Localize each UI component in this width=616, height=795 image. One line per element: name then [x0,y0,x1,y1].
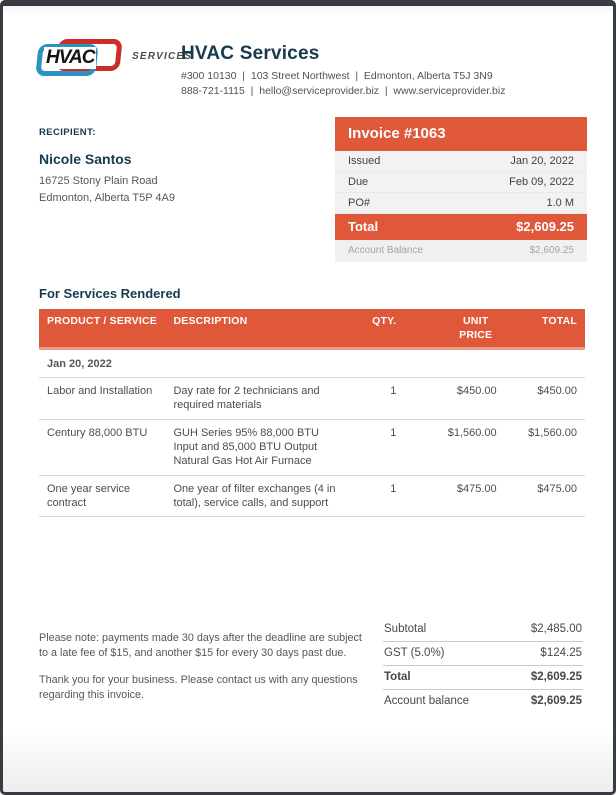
item-total: $475.00 [505,475,585,517]
service-date-group-row [39,348,585,377]
company-info [181,33,505,99]
col-total: TOTAL [505,309,585,348]
due-value: Feb 09, 2022 [509,176,574,189]
company-address-line: #300 10130 | 103 Street Northwest | Edmonton, Alberta T5J 3N9 [181,70,493,82]
hvac-logo-mark-icon [36,38,126,78]
services-table [39,309,585,517]
col-unit-price: UNIT PRICE [404,309,504,348]
recipient-name: Nicole Santos [39,151,132,168]
item-unit-price: $450.00 [404,378,504,420]
item-product: Labor and Installation [39,378,165,420]
account-balance-label: Account Balance [348,245,424,257]
subtotal-value: $2,485.00 [530,623,582,635]
logo-text: HVAC [46,47,95,68]
invoice-notes [39,618,373,715]
col-qty: QTY. [352,309,404,348]
service-group-date: Jan 20, 2022 [39,348,585,377]
table-row [39,378,585,420]
issued-label: Issued [348,155,381,168]
item-description: One year of filter exchanges (4 in total), service calls, and support [165,475,352,517]
account-balance-value: $2,609.25 [529,245,574,257]
item-description: Day rate for 2 technicians and required materials [165,378,352,420]
item-product: One year service contract [39,475,165,517]
subtotal-row [383,618,583,642]
invoice-po-row [335,193,587,214]
subtotal-label: Subtotal [384,623,427,635]
col-product-service: PRODUCT / SERVICE [39,309,165,348]
recipient-block [39,117,175,206]
company-contact-line: 888-721-1115 | hello@serviceprovider.biz | www.serviceprovider.biz [181,85,506,98]
total-row [383,666,583,690]
services-heading: For Services Rendered [39,286,181,302]
gst-label: GST (5.0%) [384,647,445,659]
po-value: 1.0 M [546,197,574,210]
po-label: PO# [348,197,371,210]
thank-you-note: Thank you for your business. Please contact us with any questions regarding this invoice. [39,674,358,702]
account-balance-summary-value: $2,609.25 [530,695,582,707]
item-product: Century 88,000 BTU [39,419,165,475]
account-balance-summary-row [383,690,583,713]
item-unit-price: $475.00 [404,475,504,517]
item-total: $450.00 [505,378,585,420]
invoice-issued-row [335,151,587,172]
issued-value: Jan 20, 2022 [510,155,574,168]
recipient-label: RECIPIENT: [39,127,96,139]
table-row [39,419,585,475]
recipient-and-invoice-section [3,99,613,262]
due-label: Due [348,176,369,189]
footer-section [39,618,583,715]
item-unit-price: $1,560.00 [404,419,504,475]
gst-value: $124.25 [540,647,582,659]
item-total: $1,560.00 [505,419,585,475]
item-description: GUH Series 95% 88,000 BTU Input and 85,000 BTU Output Natural Gas Hot Air Furnace [165,419,352,475]
invoice-number-title: Invoice #1063 [335,117,587,151]
recipient-address-1: 16725 Stony Plain Road [39,175,158,188]
services-table-header-row [39,309,585,348]
account-balance-summary-label: Account balance [384,695,470,707]
invoice-total-value: $2,609.25 [516,219,574,235]
total-label: Total [384,671,411,683]
col-description: DESCRIPTION [165,309,352,348]
page-header [3,6,613,99]
late-fee-note: Please note: payments made 30 days after the deadline are subject to a late fee of $15, and another $15 for every 30 days past due. [39,632,362,660]
hvac-logo [36,38,193,78]
table-row [39,475,585,517]
item-qty: 1 [352,475,404,517]
invoice-total-row [335,214,587,240]
item-qty: 1 [352,378,404,420]
item-qty: 1 [352,419,404,475]
invoice-total-label: Total [348,219,379,235]
recipient-address-2: Edmonton, Alberta T5P 4A9 [39,191,175,204]
logo-tagline: SERVICES [132,50,193,62]
services-rendered-section [3,262,613,517]
company-name: HVAC Services [181,43,320,64]
total-value: $2,609.25 [530,671,582,683]
gst-row [383,642,583,666]
invoice-summary-box [335,117,587,262]
invoice-due-row [335,172,587,193]
totals-summary [383,618,583,715]
invoice-account-balance-row [335,240,587,262]
